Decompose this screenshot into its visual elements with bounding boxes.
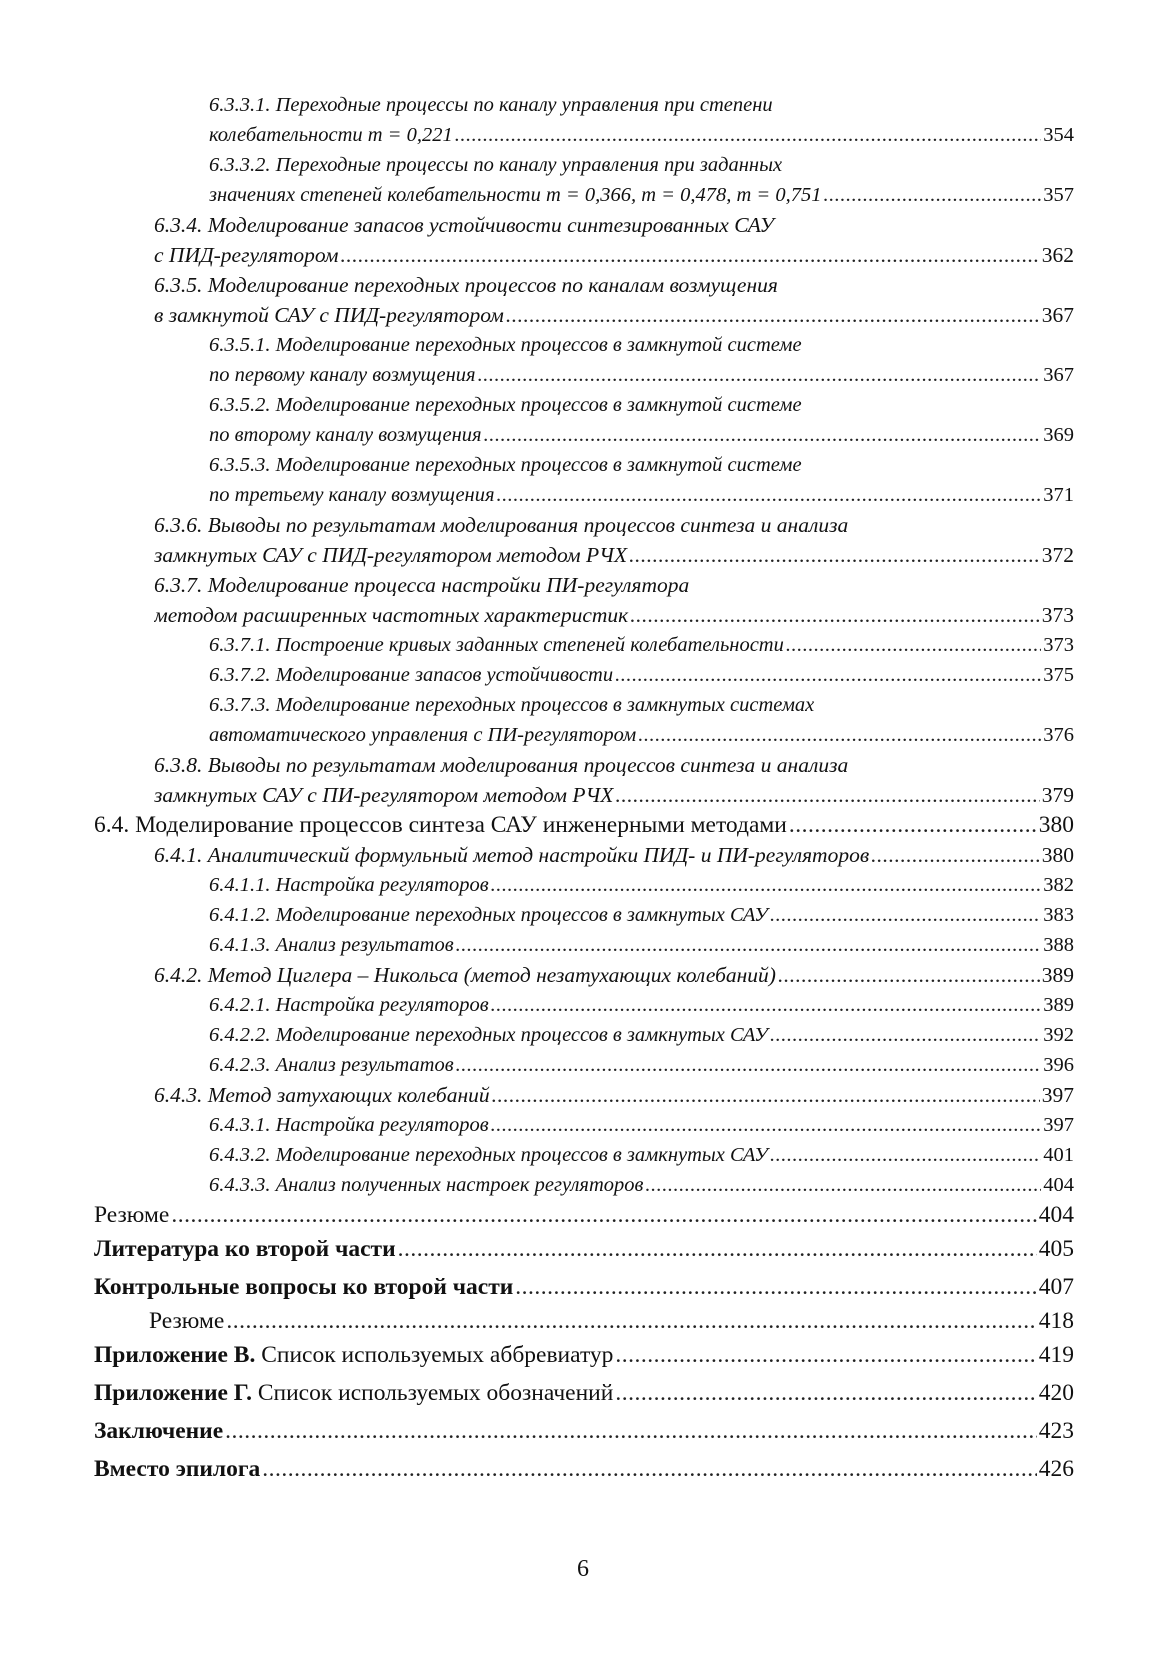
dot-leader xyxy=(630,600,1040,630)
toc-entry-title: 6.3.5. Моделирование переходных процессов по каналам возмущения xyxy=(154,273,778,297)
toc-entry-title: 6.4.1. Аналитический формульный метод настройки ПИД- и ПИ-регуляторов xyxy=(154,843,870,867)
toc-entry-title-bold: Литература ко второй части xyxy=(94,1236,396,1262)
toc-entry-title: 6.3.7.3. Моделирование переходных процессов в замкнутых системах xyxy=(209,694,815,716)
toc-entry-title: автоматического управления с ПИ-регулятором xyxy=(209,724,637,746)
dot-leader xyxy=(492,1080,1040,1110)
toc-entry-title-bold: Заключение xyxy=(94,1418,224,1444)
toc-entry-title-bold: Приложение Г. xyxy=(94,1380,252,1406)
toc-entry-title: 6.4.3.2. Моделирование переходных процессов в замкнутых САУ xyxy=(209,1144,768,1166)
toc-entry[interactable] xyxy=(209,90,1074,150)
toc-page-number: 354 xyxy=(1043,124,1074,146)
toc-page-number: 423 xyxy=(1038,1418,1074,1444)
dot-leader xyxy=(262,1450,1036,1488)
toc-entry[interactable] xyxy=(154,960,1074,990)
toc-entry-title: 6.4.2. Метод Циглера – Никольса (метод незатухающих колебаний) xyxy=(154,963,776,987)
toc-entry-title: 6.4.2.3. Анализ результатов xyxy=(209,1054,454,1076)
toc-entry-title: Список используемых обозначений xyxy=(251,1380,614,1406)
toc-page-number: 373 xyxy=(1043,634,1074,656)
toc-entry-title: Список используемых аббревиатур xyxy=(255,1342,614,1368)
page-number: 6 xyxy=(577,1556,589,1582)
toc-entry[interactable] xyxy=(209,690,1074,750)
toc-page-number: 388 xyxy=(1043,934,1074,956)
dot-leader xyxy=(456,930,1042,960)
toc-page-number: 426 xyxy=(1038,1456,1074,1482)
toc-page-number: 357 xyxy=(1043,184,1074,206)
dot-leader xyxy=(770,1140,1041,1170)
dot-leader xyxy=(823,180,1041,210)
toc-page-number: 373 xyxy=(1041,603,1074,627)
toc-entry[interactable] xyxy=(209,1020,1074,1050)
toc-entry-title: значениях степеней колебательности m = 0,366, m = 0,478, m = 0,751 xyxy=(209,184,822,206)
toc-entry[interactable] xyxy=(154,1080,1074,1110)
dot-leader xyxy=(871,840,1040,870)
toc-entry[interactable] xyxy=(94,1412,1074,1450)
toc-entry[interactable] xyxy=(94,1374,1074,1412)
toc-entry[interactable] xyxy=(209,1050,1074,1080)
dot-leader xyxy=(786,630,1041,660)
toc-entry[interactable] xyxy=(94,1230,1074,1268)
toc-page-number: 389 xyxy=(1041,963,1074,987)
toc-entry-title: Резюме xyxy=(94,1202,170,1228)
toc-entry[interactable] xyxy=(154,210,1074,270)
table-of-contents xyxy=(94,90,1074,1488)
toc-entry[interactable] xyxy=(209,990,1074,1020)
toc-entry-title: 6.3.5.2. Моделирование переходных процессов в замкнутой системе xyxy=(209,394,802,416)
dot-leader xyxy=(515,1268,1036,1306)
dot-leader xyxy=(615,1336,1036,1374)
toc-page-number: 367 xyxy=(1041,303,1074,327)
toc-page-number: 405 xyxy=(1038,1236,1074,1262)
toc-entry[interactable] xyxy=(209,660,1074,690)
toc-page-number: 407 xyxy=(1038,1274,1074,1300)
dot-leader xyxy=(341,240,1040,270)
toc-page-number: 392 xyxy=(1043,1024,1074,1046)
toc-entry[interactable] xyxy=(209,1140,1074,1170)
toc-entry-title: 6.3.4. Моделирование запасов устойчивости синтезированных САУ xyxy=(154,213,774,237)
toc-page-number: 369 xyxy=(1043,424,1074,446)
toc-entry-title: с ПИД-регулятором xyxy=(154,243,339,267)
toc-entry-title: по третьему каналу возмущения xyxy=(209,484,495,506)
dot-leader xyxy=(225,1412,1037,1450)
dot-leader xyxy=(629,540,1040,570)
toc-page-number: 418 xyxy=(1038,1308,1074,1334)
toc-entry-title: 6.3.7.1. Построение кривых заданных степеней колебательности xyxy=(209,634,784,656)
toc-page-number: 404 xyxy=(1038,1202,1074,1228)
toc-entry-title: 6.4.3.3. Анализ полученных настроек регуляторов xyxy=(209,1174,644,1196)
dot-leader xyxy=(484,420,1042,450)
toc-entry-title: 6.3.6. Выводы по результатам моделирования процессов синтеза и анализа xyxy=(154,513,849,537)
toc-entry-title: Резюме xyxy=(149,1308,225,1334)
dot-leader xyxy=(455,120,1041,150)
toc-page-number: 404 xyxy=(1043,1174,1074,1196)
toc-entry[interactable] xyxy=(209,330,1074,390)
toc-entry-title: 6.3.3.1. Переходные процессы по каналу управления при степени xyxy=(209,94,773,116)
toc-entry[interactable] xyxy=(209,930,1074,960)
toc-page-number: 372 xyxy=(1041,543,1074,567)
toc-entry-title: 6.4.3. Метод затухающих колебаний xyxy=(154,1083,490,1107)
toc-entry[interactable] xyxy=(154,750,1074,810)
toc-page-number: 380 xyxy=(1038,812,1074,838)
dot-leader xyxy=(778,960,1040,990)
dot-leader xyxy=(491,1110,1042,1140)
toc-entry[interactable] xyxy=(209,450,1074,510)
toc-entry[interactable] xyxy=(209,900,1074,930)
toc-entry[interactable] xyxy=(154,570,1074,630)
toc-page-number: 397 xyxy=(1043,1114,1074,1136)
toc-entry-title: методом расширенных частотных характеристик xyxy=(154,603,629,627)
toc-entry-title: 6.3.5.3. Моделирование переходных процессов в замкнутой системе xyxy=(209,454,802,476)
dot-leader xyxy=(491,990,1042,1020)
toc-entry[interactable] xyxy=(94,810,1074,840)
toc-entry[interactable] xyxy=(209,390,1074,450)
toc-entry[interactable] xyxy=(209,630,1074,660)
toc-entry[interactable] xyxy=(154,510,1074,570)
toc-entry[interactable] xyxy=(209,150,1074,210)
toc-page-number: 397 xyxy=(1041,1083,1074,1107)
toc-page-number: 382 xyxy=(1043,874,1074,896)
toc-entry[interactable] xyxy=(149,1306,1074,1336)
dot-leader xyxy=(645,1170,1041,1200)
toc-page-number: 376 xyxy=(1043,724,1074,746)
toc-entry-title-bold: Приложение В. xyxy=(94,1342,256,1368)
toc-entry[interactable] xyxy=(94,1336,1074,1374)
toc-entry-title: 6.3.3.2. Переходные процессы по каналу управления при заданных xyxy=(209,154,783,176)
dot-leader xyxy=(398,1230,1037,1268)
toc-entry-title: 6.4.2.2. Моделирование переходных процессов в замкнутых САУ xyxy=(209,1024,768,1046)
toc-page-number: 401 xyxy=(1043,1144,1074,1166)
toc-entry-title: 6.3.8. Выводы по результатам моделирования процессов синтеза и анализа xyxy=(154,753,849,777)
dot-leader xyxy=(615,780,1039,810)
toc-entry[interactable] xyxy=(209,1110,1074,1140)
toc-page-number: 371 xyxy=(1043,484,1074,506)
dot-leader xyxy=(770,900,1041,930)
dot-leader xyxy=(789,810,1037,840)
toc-entry-title: по первому каналу возмущения xyxy=(209,364,476,386)
toc-entry-title: замкнутых САУ с ПИД-регулятором методом РЧХ xyxy=(154,543,628,567)
toc-entry-title: 6.3.7.2. Моделирование запасов устойчивости xyxy=(209,664,614,686)
dot-leader xyxy=(497,480,1042,510)
toc-page-number: 379 xyxy=(1041,783,1074,807)
toc-entry-title: 6.4.1.3. Анализ результатов xyxy=(209,934,454,956)
toc-page-number: 389 xyxy=(1043,994,1074,1016)
toc-entry-title: 6.3.7. Моделирование процесса настройки ПИ-регулятора xyxy=(154,573,690,597)
toc-entry[interactable] xyxy=(94,1268,1074,1306)
toc-page-number: 375 xyxy=(1043,664,1074,686)
dot-leader xyxy=(226,1306,1036,1336)
toc-page-number: 396 xyxy=(1043,1054,1074,1076)
dot-leader xyxy=(491,870,1042,900)
toc-entry[interactable] xyxy=(94,1200,1074,1230)
toc-entry-title: 6.3.5.1. Моделирование переходных процессов в замкнутой системе xyxy=(209,334,802,356)
dot-leader xyxy=(506,300,1040,330)
toc-entry-title: 6.4.1.2. Моделирование переходных процессов в замкнутых САУ xyxy=(209,904,768,926)
dot-leader xyxy=(615,660,1041,690)
dot-leader xyxy=(638,720,1041,750)
toc-entry-title: 6.4. Моделирование процессов синтеза САУ инженерными методами xyxy=(94,812,787,838)
toc-entry-title: в замкнутой САУ с ПИД-регулятором xyxy=(154,303,504,327)
toc-entry[interactable] xyxy=(209,1170,1074,1200)
toc-page-number: 383 xyxy=(1043,904,1074,926)
dot-leader xyxy=(456,1050,1042,1080)
dot-leader xyxy=(171,1200,1036,1230)
toc-page-number: 380 xyxy=(1041,843,1074,867)
toc-entry[interactable] xyxy=(209,870,1074,900)
toc-entry-title: по второму каналу возмущения xyxy=(209,424,482,446)
toc-page-number: 367 xyxy=(1043,364,1074,386)
toc-entry[interactable] xyxy=(154,270,1074,330)
toc-entry-title: колебательности m = 0,221 xyxy=(209,124,453,146)
dot-leader xyxy=(770,1020,1041,1050)
toc-entry-title: 6.4.3.1. Настройка регуляторов xyxy=(209,1114,489,1136)
toc-entry-title: замкнутых САУ с ПИ-регулятором методом РЧХ xyxy=(154,783,614,807)
dot-leader xyxy=(615,1374,1036,1412)
toc-entry[interactable] xyxy=(94,1450,1074,1488)
dot-leader xyxy=(478,360,1042,390)
toc-entry-title: 6.4.2.1. Настройка регуляторов xyxy=(209,994,489,1016)
toc-page-number: 419 xyxy=(1038,1342,1074,1368)
toc-entry[interactable] xyxy=(154,840,1074,870)
toc-page-number: 420 xyxy=(1038,1380,1074,1406)
toc-entry-title: 6.4.1.1. Настройка регуляторов xyxy=(209,874,489,896)
toc-entry-title-bold: Вместо эпилога xyxy=(94,1456,261,1482)
toc-entry-title-bold: Контрольные вопросы ко второй части xyxy=(94,1274,514,1300)
toc-page-number: 362 xyxy=(1041,243,1074,267)
